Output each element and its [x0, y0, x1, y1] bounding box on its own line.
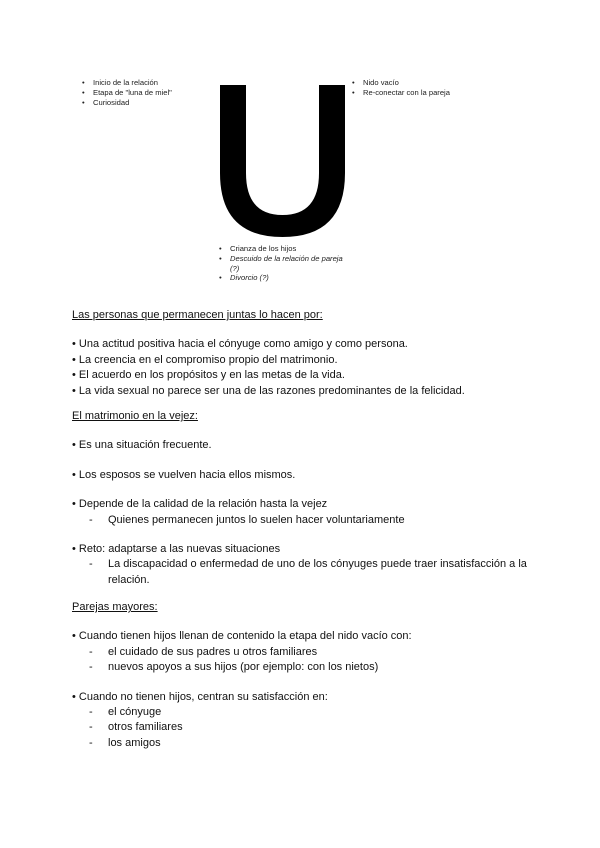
sub-item-text: otros familiares [108, 721, 183, 734]
dash-marker: - [89, 721, 93, 734]
section-heading: Parejas mayores: [72, 601, 158, 613]
bullet-item: • Cuando no tienen hijos, centran su satisfacción en: [72, 690, 328, 703]
bullet-item: • La creencia en el compromiso propio del matrimonio. [72, 353, 338, 366]
sub-item [72, 660, 552, 675]
diagram-right-list [352, 78, 450, 98]
section-heading: El matrimonio en la vejez: [72, 410, 198, 422]
section-older-couples [72, 600, 552, 751]
sub-item [72, 736, 552, 751]
sub-item-text: el cónyuge [108, 706, 162, 719]
dash-marker: - [89, 558, 93, 571]
diagram-left-list [82, 78, 172, 107]
sub-item-text: el cuidado de sus padres u otros familiares [108, 645, 318, 658]
diagram-bottom-item: • Crianza de los hijos [219, 244, 344, 254]
diagram-bottom-item: • Descuido de la relación de pareja (?) [219, 254, 344, 274]
sub-item-text: los amigos [108, 736, 161, 749]
u-curve-letter [210, 85, 355, 240]
dash-marker: - [89, 661, 93, 674]
diagram-bottom-item: • Divorcio (?) [219, 273, 344, 283]
sub-item-text: Quienes permanecen juntos lo suelen hacer voluntariamente [108, 513, 405, 526]
dash-marker: - [89, 645, 93, 658]
bullet-item: • Reto: adaptarse a las nuevas situaciones [72, 543, 281, 556]
section-reasons [72, 308, 552, 399]
bullet-item: • El acuerdo en los propósitos y en las metas de la vida. [72, 369, 345, 382]
section-heading: Las personas que permanecen juntas lo hacen por: [72, 309, 323, 321]
bullet-item: • Depende de la calidad de la relación hasta la vejez [72, 498, 328, 511]
diagram-right-item: • Re-conectar con la pareja [352, 88, 450, 98]
sub-item [72, 513, 552, 528]
sub-item [72, 720, 552, 735]
diagram-right-item: • Nido vacío [352, 78, 450, 88]
sub-item [72, 645, 552, 660]
section-old-age-marriage [72, 409, 552, 588]
diagram-left-item: • Curiosidad [82, 98, 172, 108]
dash-marker: - [89, 736, 93, 749]
bullet-item: • Los esposos se vuelven hacia ellos mismos. [72, 468, 296, 481]
bullet-item: • Cuando tienen hijos llenan de contenido la etapa del nido vacío con: [72, 630, 412, 643]
bullet-item: • Es una situación frecuente. [72, 439, 212, 452]
sub-item [72, 705, 552, 720]
sub-item [72, 557, 552, 588]
bullet-item: • Una actitud positiva hacia el cónyuge como amigo y como persona. [72, 338, 408, 351]
diagram-left-item: • Etapa de "luna de miel" [82, 88, 172, 98]
sub-item-text: nuevos apoyos a sus hijos (por ejemplo: con los nietos) [108, 661, 379, 674]
dash-marker: - [89, 513, 93, 526]
bullet-item: • La vida sexual no parece ser una de las razones predominantes de la felicidad. [72, 384, 465, 397]
diagram-bottom-list [219, 244, 344, 283]
diagram-left-item: • Inicio de la relación [82, 78, 172, 88]
sub-item-text: La discapacidad o enfermedad de uno de los cónyuges puede traer insatisfacción a la relación. [108, 558, 527, 586]
dash-marker: - [89, 706, 93, 719]
